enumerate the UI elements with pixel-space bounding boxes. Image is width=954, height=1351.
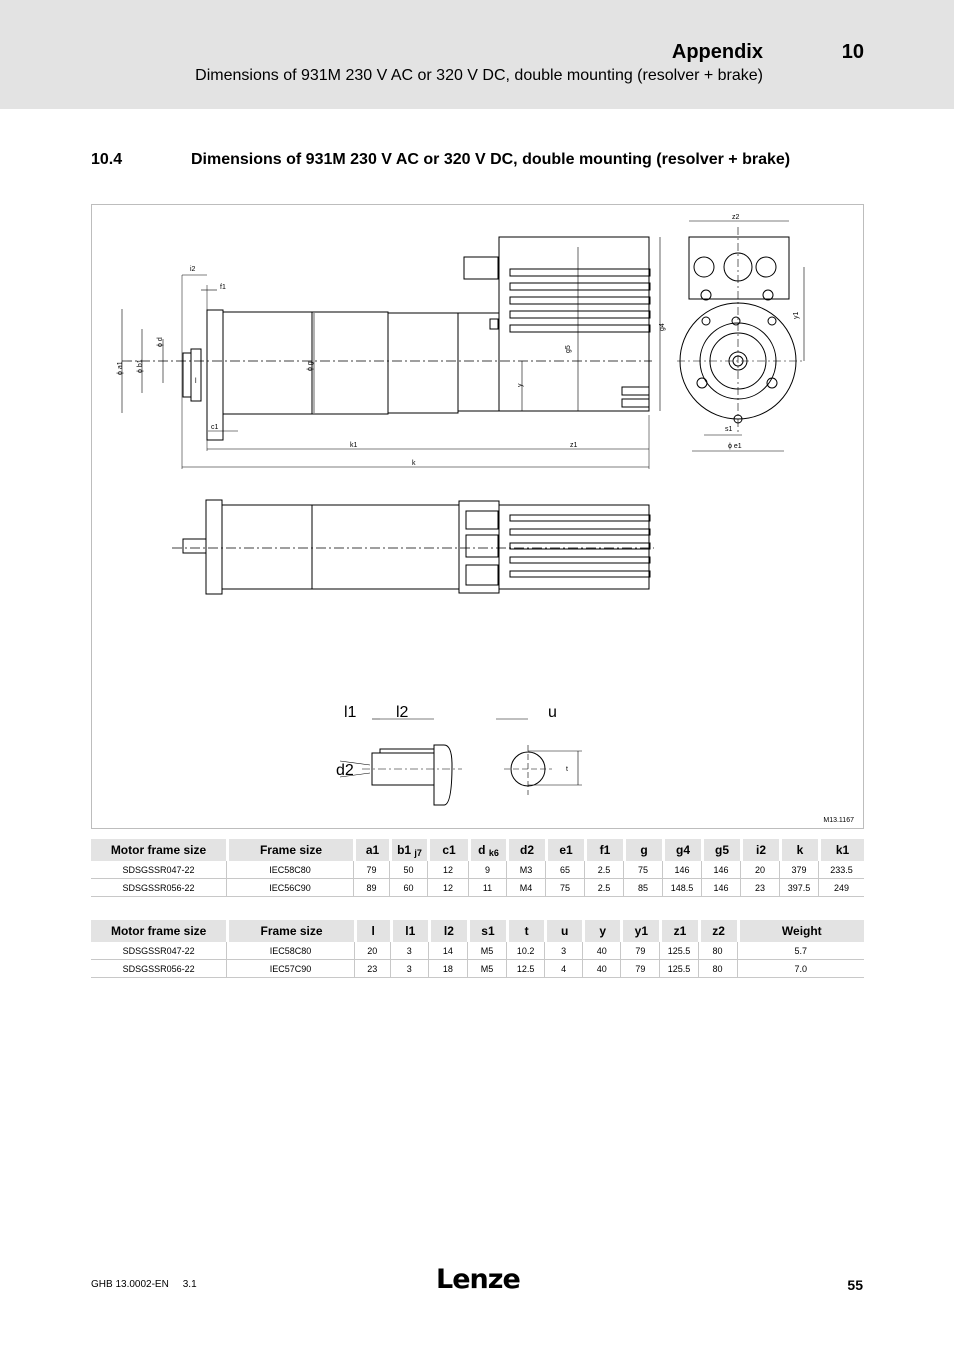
table-cell: SDSGSSR056-22 [91, 879, 226, 897]
label-f1: f1 [220, 284, 226, 291]
motor-body-top [222, 505, 459, 589]
connector-side [464, 257, 498, 279]
table1-header-d: d $_{k6}$ [468, 839, 506, 861]
shaft-detail-flange [434, 745, 452, 805]
table1-header-motor-frame-size: Motor frame size [91, 839, 226, 861]
table-cell: 85 [623, 879, 662, 897]
table2-header-y: y [582, 920, 620, 942]
table-cell: 5.7 [737, 942, 864, 960]
table-cell: 146 [701, 861, 740, 879]
table2-header-t: t [506, 920, 544, 942]
table-cell: 3 [390, 960, 428, 978]
shaft-top [183, 539, 206, 553]
table-cell: 7.0 [737, 960, 864, 978]
table-cell: 10.2 [506, 942, 544, 960]
dimension-drawing [91, 204, 864, 829]
table2-header-row [91, 920, 864, 942]
table2-header-frame-size: Frame size [226, 920, 353, 942]
table1-header-b1: b1 $_{j7}$ [389, 839, 427, 861]
label-u: u [548, 704, 557, 721]
table-cell: 146 [662, 861, 701, 879]
label-d: ϕ d [157, 337, 164, 347]
table1-header-d-sub: k6 [488, 847, 499, 858]
label-l1: l1 [344, 704, 357, 721]
footer-doc-id: GHB 13.0002-EN 3.1 [91, 1279, 197, 1290]
page-number: 55 [847, 1277, 863, 1293]
table1-header-d2: d2 [506, 839, 545, 861]
table2-header-y1: y1 [620, 920, 659, 942]
label-a1: ϕ a1 [117, 361, 124, 375]
label-y: y [517, 383, 524, 387]
section-title: Dimensions of 931M 230 V AC or 320 V DC, double mounting (resolver + brake) [191, 151, 791, 168]
chapter-number: 10 [841, 41, 864, 63]
table-cell: 11 [468, 879, 506, 897]
table-cell: 60 [389, 879, 427, 897]
table2-header-s1: s1 [467, 920, 506, 942]
label-k: k [412, 460, 416, 467]
table1-header-c1: c1 [427, 839, 468, 861]
table-cell: M3 [506, 861, 545, 879]
table1-header-g4: g4 [662, 839, 701, 861]
label-g5: g5 [565, 345, 572, 353]
label-s1: s1 [725, 426, 733, 433]
label-l: l [195, 378, 197, 385]
table-cell: 12 [427, 879, 468, 897]
table2-header-motor-frame-size: Motor frame size [91, 920, 226, 942]
section-number: 10.4 [91, 151, 123, 168]
table1-header-k: k [779, 839, 818, 861]
brake-section [458, 313, 499, 411]
table1-header-k1: k1 [818, 839, 864, 861]
table1-header-a1: a1 [353, 839, 389, 861]
table-row [91, 942, 864, 960]
table-cell: IEC56C90 [226, 879, 353, 897]
table-cell: 12 [427, 861, 468, 879]
table1-header-i2: i2 [740, 839, 779, 861]
resolver-section [388, 313, 458, 413]
header-title: Appendix [671, 41, 763, 63]
label-t: t [566, 766, 568, 773]
table-cell: 20 [740, 861, 779, 879]
label-y1: y1 [793, 311, 800, 319]
table-cell: 9 [468, 861, 506, 879]
table-cell: IEC58C80 [226, 861, 353, 879]
table-cell: 3 [544, 942, 582, 960]
table-cell: 40 [582, 942, 620, 960]
table-cell: 18 [428, 960, 467, 978]
footer-version: 3.1 [182, 1279, 197, 1290]
table2-header-z2: z2 [698, 920, 737, 942]
table-cell: 75 [545, 879, 584, 897]
label-b1: ϕ b1 [137, 359, 144, 373]
table-cell: M5 [467, 942, 506, 960]
table2-header-l1: l1 [390, 920, 428, 942]
table2-header-l2: l2 [428, 920, 467, 942]
shaft-collar [191, 349, 201, 401]
table1-header-e1: e1 [545, 839, 584, 861]
flange-top [206, 500, 222, 594]
table-row [91, 879, 864, 897]
table-cell: 2.5 [584, 861, 623, 879]
table-row [91, 861, 864, 879]
table-cell: 233.5 [818, 861, 864, 879]
table-cell: 2.5 [584, 879, 623, 897]
table-cell: 148.5 [662, 879, 701, 897]
label-k1: k1 [350, 442, 358, 449]
header-band [0, 0, 954, 109]
table-cell: 80 [698, 942, 737, 960]
drawing-svg [92, 205, 865, 830]
label-z2: z2 [732, 214, 740, 221]
table-cell: 65 [545, 861, 584, 879]
connector-end-right [756, 257, 776, 277]
table-cell: 75 [623, 861, 662, 879]
table-cell: 397.5 [779, 879, 818, 897]
table-cell: SDSGSSR047-22 [91, 861, 226, 879]
table-cell: M4 [506, 879, 545, 897]
flange-side [207, 310, 223, 440]
table-cell: 14 [428, 942, 467, 960]
lenze-logo: Lenze [436, 1264, 520, 1295]
table-cell: 23 [740, 879, 779, 897]
table1-header-frame-size: Frame size [226, 839, 353, 861]
table-cell: 146 [701, 879, 740, 897]
table-cell: 3 [390, 942, 428, 960]
table-cell: SDSGSSR056-22 [91, 960, 226, 978]
table-cell: M5 [467, 960, 506, 978]
figure-code: M13.1167 [823, 817, 854, 824]
label-i2: i2 [190, 266, 196, 273]
label-g4: g4 [659, 323, 666, 331]
label-d2: d2 [336, 762, 354, 779]
table2-header-weight: Weight [737, 920, 864, 942]
table2-header-u: u [544, 920, 582, 942]
table2-header-z1: z1 [659, 920, 697, 942]
table-cell: 125.5 [659, 960, 697, 978]
header-subtitle: Dimensions of 931M 230 V AC or 320 V DC, double mounting (resolver + brake) [195, 67, 763, 84]
terminal-box-end [689, 237, 789, 299]
table-cell: 379 [779, 861, 818, 879]
label-e1: ϕ e1 [728, 443, 742, 450]
table1-header-b1-sub: j7 [414, 847, 422, 858]
connector-top-1 [466, 511, 498, 529]
brake-top [459, 501, 499, 593]
table-cell: 20 [354, 942, 390, 960]
table-cell: 79 [620, 960, 659, 978]
table2-header-l: l [354, 920, 390, 942]
table-cell: SDSGSSR047-22 [91, 942, 226, 960]
connector-end-left [694, 257, 714, 277]
table1-header-g5: g5 [701, 839, 740, 861]
table-cell: 40 [582, 960, 620, 978]
dimensions-table-1 [91, 839, 864, 897]
table-cell: 79 [353, 861, 389, 879]
table-cell: IEC57C90 [226, 960, 353, 978]
label-c1: c1 [211, 424, 219, 431]
table-cell: 89 [353, 879, 389, 897]
label-z1: z1 [570, 442, 578, 449]
label-g: ϕ g [307, 361, 314, 371]
table1-header-f1: f1 [584, 839, 623, 861]
dimensions-table-2 [91, 920, 864, 978]
table-row [91, 960, 864, 978]
terminal-box-top [499, 505, 649, 589]
table-cell: 125.5 [659, 942, 697, 960]
table1-header-row [91, 839, 864, 861]
shaft-side [183, 353, 191, 397]
table-cell: 79 [620, 942, 659, 960]
table-cell: 249 [818, 879, 864, 897]
motor-body [223, 312, 388, 414]
table-cell: IEC58C80 [226, 942, 353, 960]
table-cell: 12.5 [506, 960, 544, 978]
table-cell: 50 [389, 861, 427, 879]
label-l2: l2 [396, 704, 409, 721]
table-cell: 4 [544, 960, 582, 978]
table-cell: 80 [698, 960, 737, 978]
table1-header-g: g [623, 839, 662, 861]
table-cell: 23 [354, 960, 390, 978]
